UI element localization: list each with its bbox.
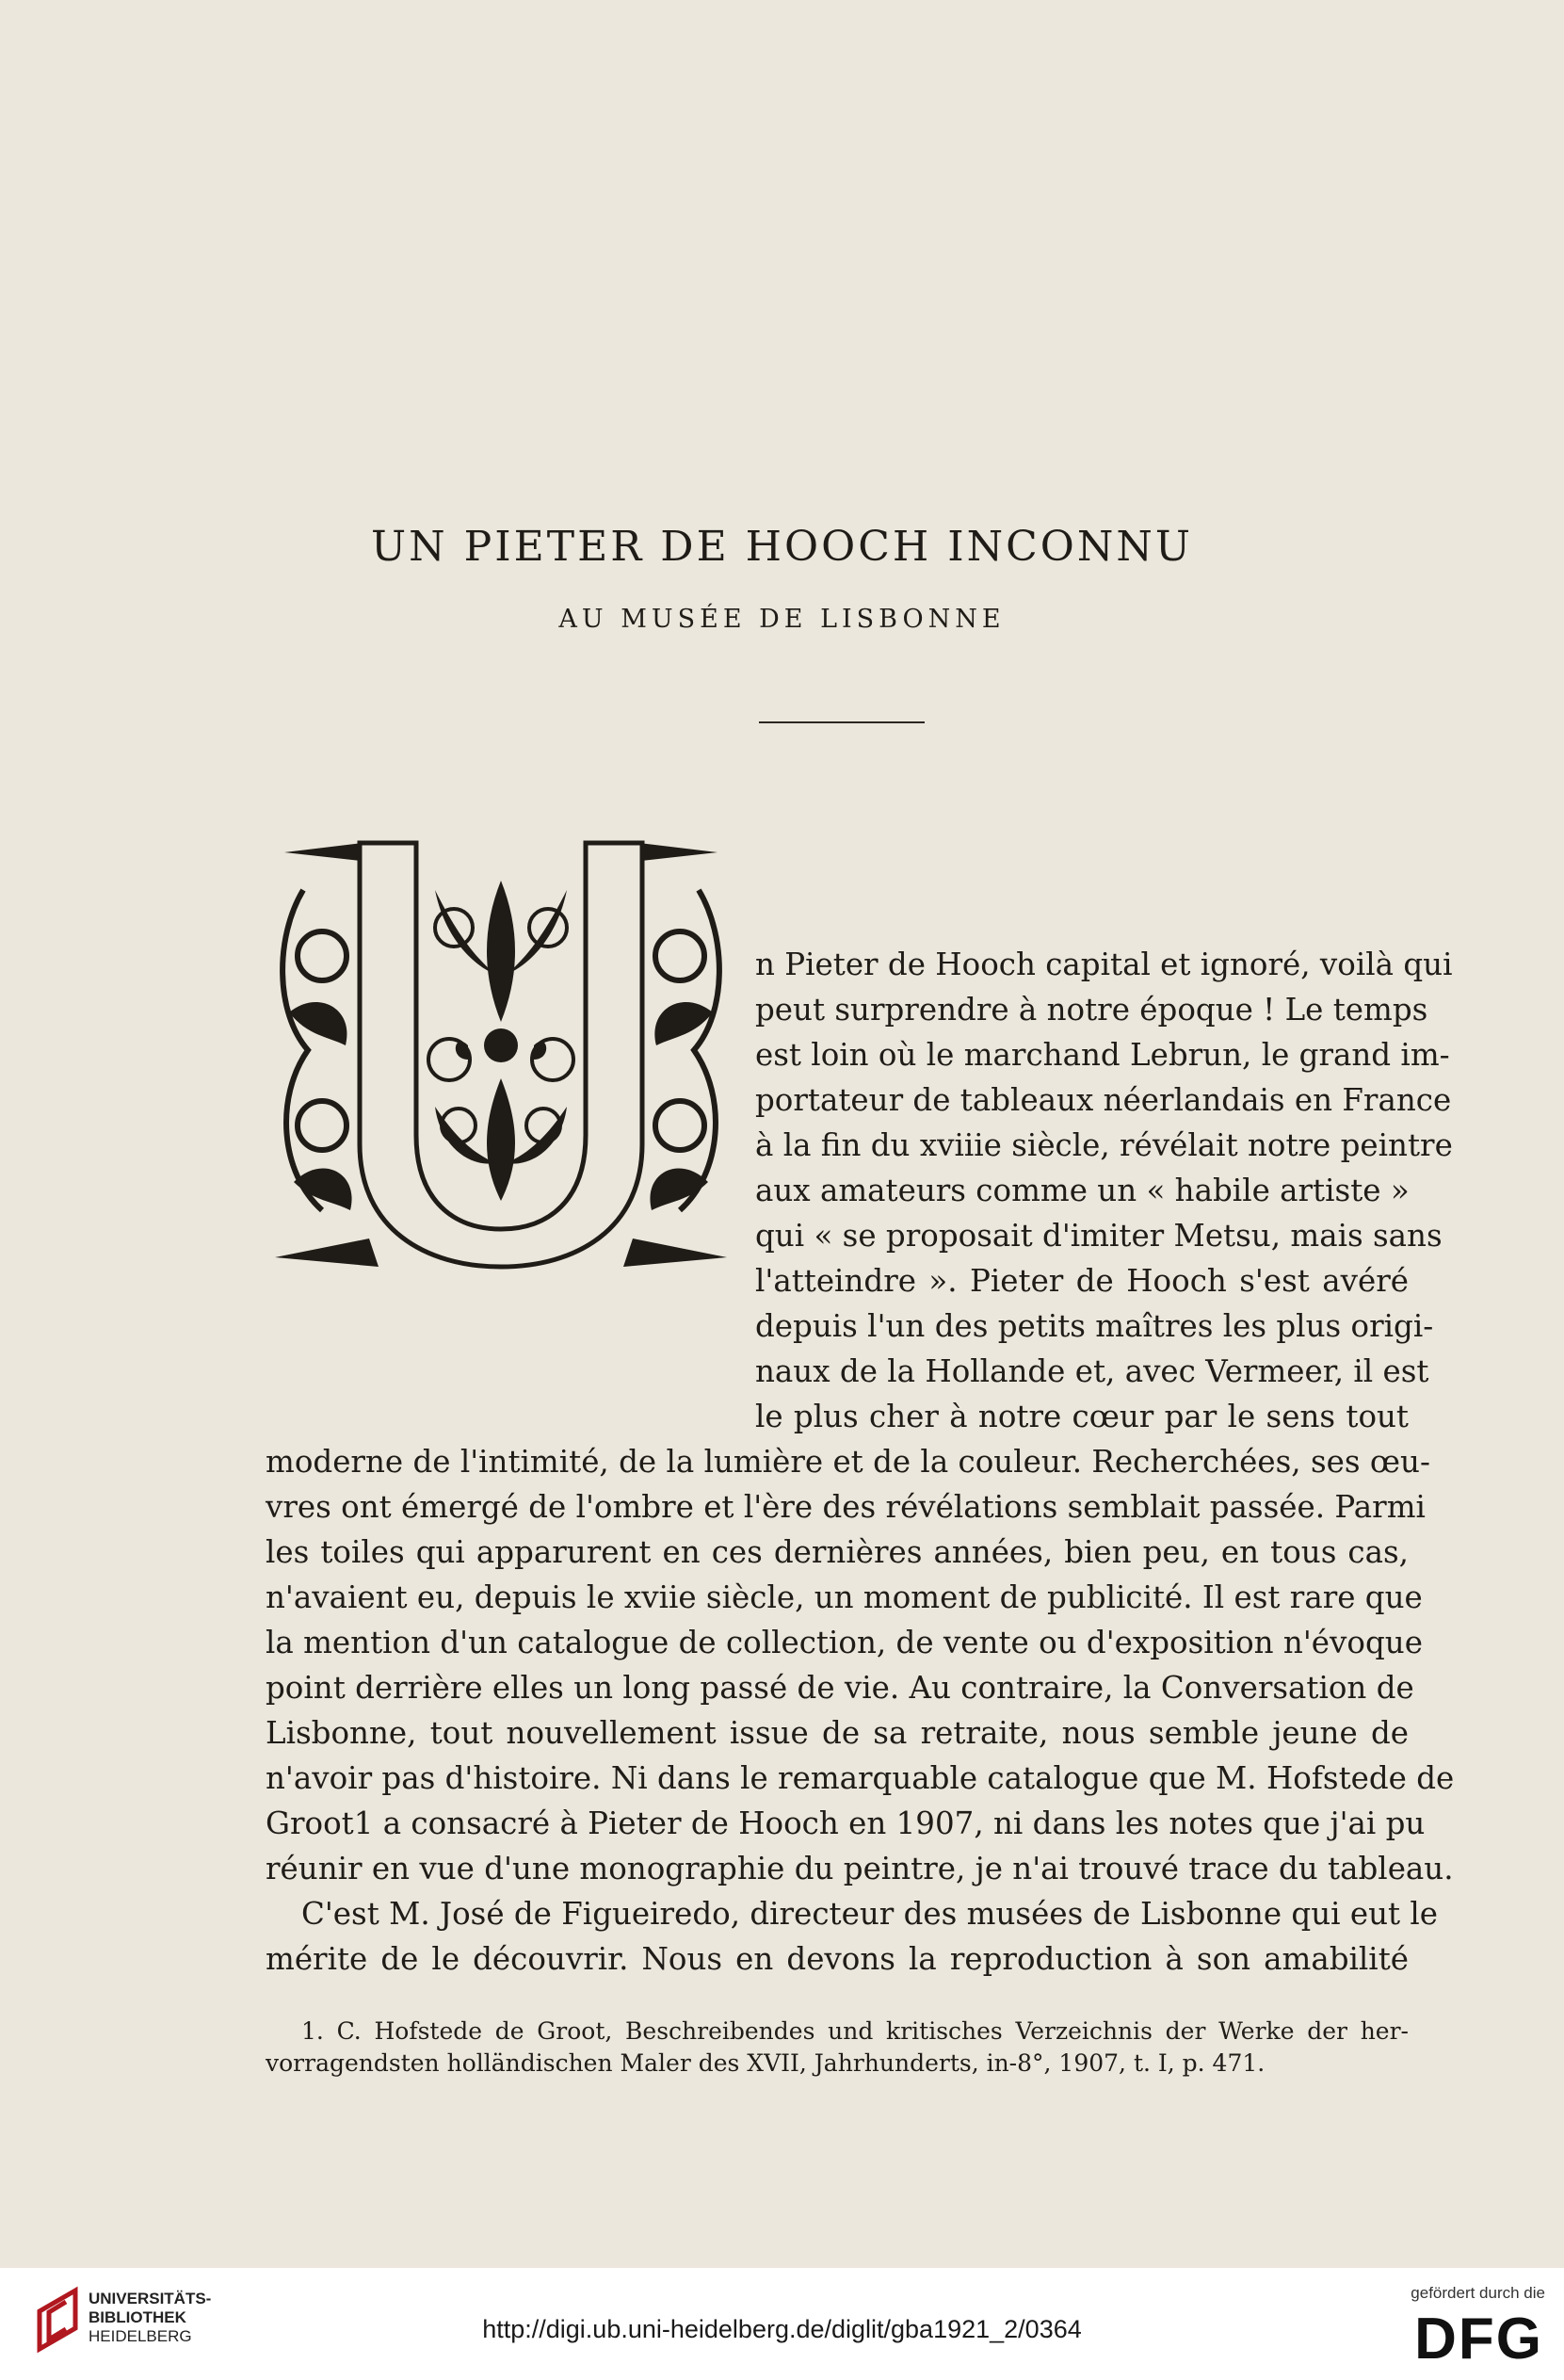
paragraph-line: n'avoir pas d'histoire. Ni dans le remarquable catalogue que M. Hofstede de (266, 1760, 1455, 1796)
paragraph-line: n Pieter de Hooch capital et ignoré, voilà qui (755, 947, 1453, 982)
paragraph-line: qui « se proposait d'imiter Metsu, mais sans (755, 1218, 1443, 1254)
paragraph-line: peut surprendre à notre époque ! Le temps (755, 992, 1428, 1028)
library-name-line: BIBLIOTHEK (89, 2308, 186, 2326)
library-name-line: UNIVERSITÄTS- (89, 2290, 212, 2307)
library-name-line: HEIDELBERG (89, 2327, 192, 2345)
paragraph-line: moderne de l'intimité, de la lumière et de la couleur. Recherchées, ses œu- (266, 1444, 1430, 1480)
paragraph-line: la mention d'un catalogue de collection, de vente ou d'exposition n'évoque (266, 1625, 1423, 1660)
paragraph-line: portateur de tableaux néerlandais en France (755, 1082, 1452, 1118)
paragraph-line: Lisbonne, tout nouvellement issue de sa retraite, nous semble jeune de (266, 1715, 1409, 1751)
article-title: UN PIETER DE HOOCH INCONNU (371, 523, 1193, 571)
paragraph-line: à la fin du xviiie siècle, révélait notre peintre (755, 1127, 1453, 1163)
paragraph-line: réunir en vue d'une monographie du peintre, je n'ai trouvé trace du tableau. (266, 1851, 1454, 1886)
paragraph-line: mérite de le découvrir. Nous en devons la reproduction à son amabilité (266, 1941, 1409, 1977)
footnote-line: vorragendsten holländischen Maler des XVII, Jahrhunderts, in-8°, 1907, t. I, p. 471. (266, 2049, 1266, 2077)
paragraph-line: vres ont émergé de l'ombre et l'ère des révélations semblait passée. Parmi (266, 1489, 1426, 1525)
funded-by-label: gefördert durch die (1411, 2284, 1545, 2302)
paragraph-line: Groot1 a consacré à Pieter de Hooch en 1907, ni dans les notes que j'ai pu (266, 1805, 1426, 1841)
source-url-link[interactable]: http://digi.ub.uni-heidelberg.de/diglit/gba1921_2/0364 (482, 2315, 1082, 2343)
title-rule (759, 721, 925, 723)
paragraph-line: naux de la Hollande et, avec Vermeer, il est (755, 1353, 1429, 1389)
paragraph-line: point derrière elles un long passé de vie. Au contraire, la Conversation de (266, 1670, 1414, 1706)
paragraph-line: n'avaient eu, depuis le xviie siècle, un moment de publicité. Il est rare que (266, 1579, 1423, 1615)
ornamental-initial-U-icon (266, 824, 736, 1276)
paragraph-line: est loin où le marchand Lebrun, le grand im- (755, 1037, 1450, 1073)
paragraph-line: le plus cher à notre cœur par le sens tout (755, 1399, 1409, 1434)
paragraph-line: depuis l'un des petits maîtres les plus origi- (755, 1308, 1434, 1344)
article-subtitle: AU MUSÉE DE LISBONNE (558, 605, 1006, 634)
paragraph-line: C'est M. José de Figueiredo, directeur des musées de Lisbonne qui eut le (301, 1896, 1439, 1932)
footnote-line: 1. C. Hofstede de Groot, Beschreibendes und kritisches Verzeichnis der Werke der her- (301, 2017, 1409, 2045)
paragraph-line: les toiles qui apparurent en ces dernières années, bien peu, en tous cas, (266, 1534, 1409, 1570)
dfg-logo: DFG (1414, 2307, 1543, 2372)
paragraph-line: aux amateurs comme un « habile artiste » (755, 1173, 1410, 1208)
paragraph-line: l'atteindre ». Pieter de Hooch s'est avéré (755, 1263, 1409, 1299)
